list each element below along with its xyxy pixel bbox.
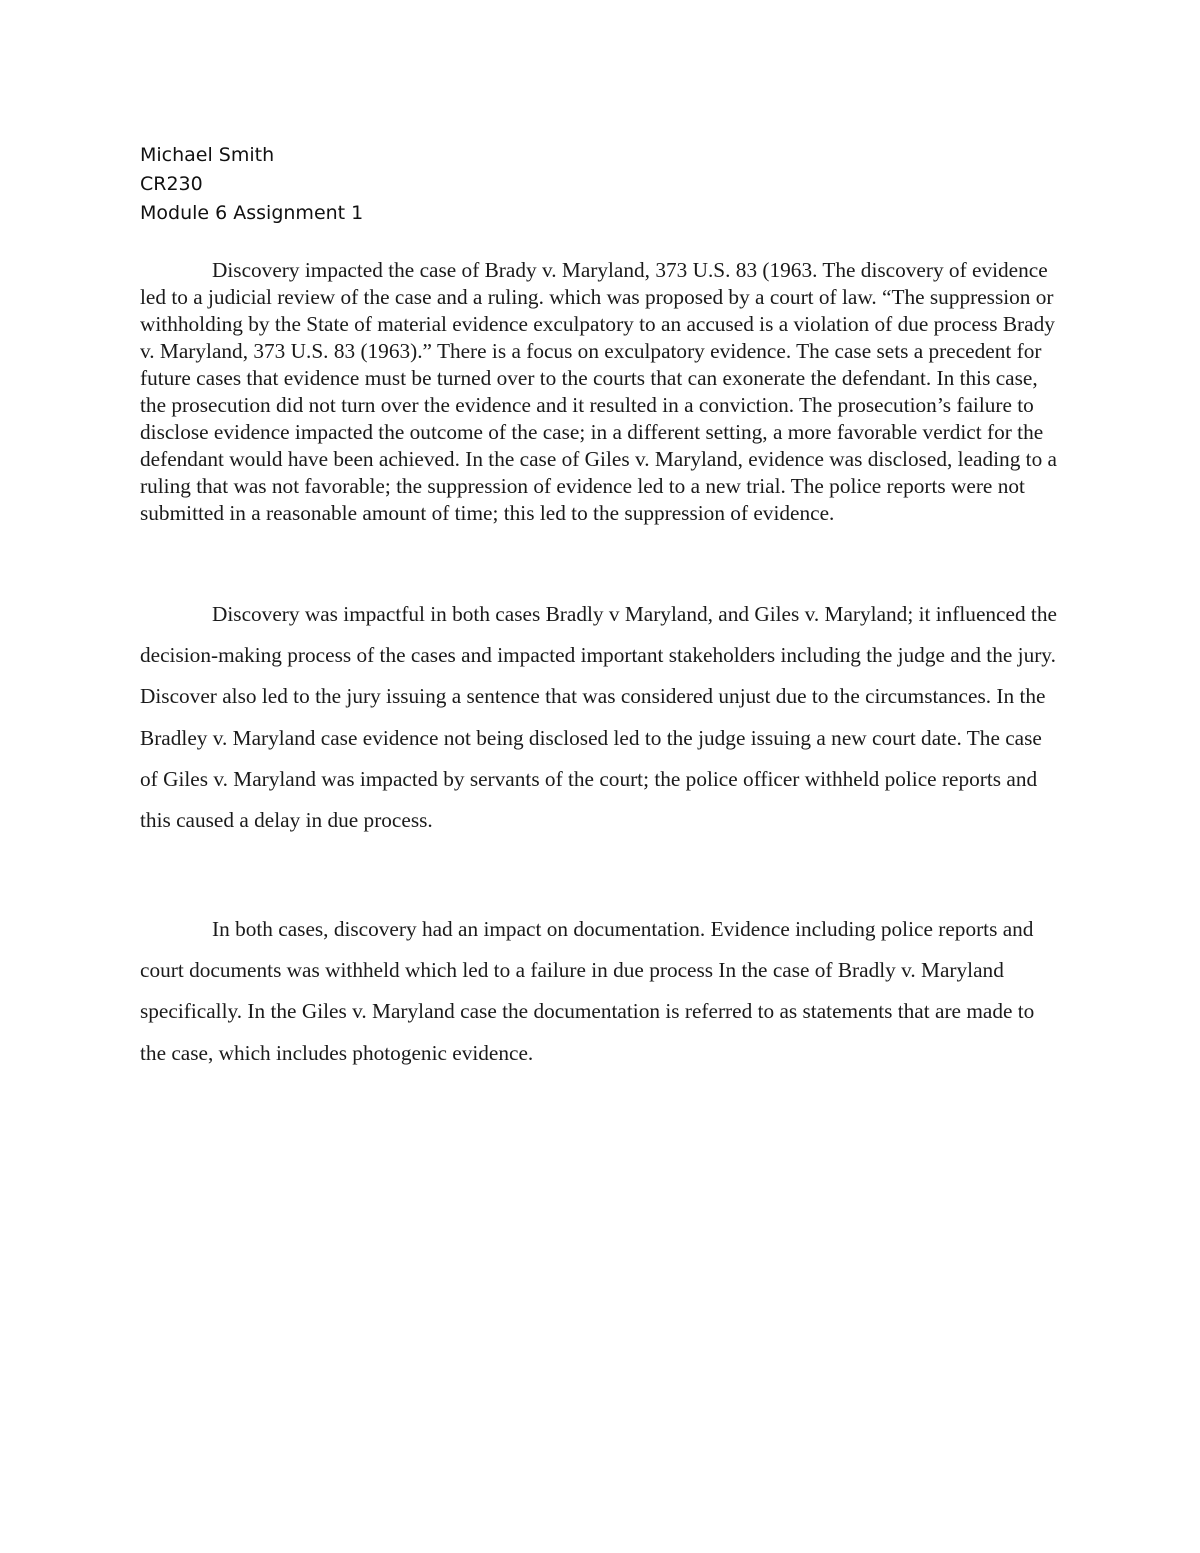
paragraph-3: In both cases, discovery had an impact on documentation. Evidence including police reports and court documents was withheld which led to a failure in due process In the case of Bradly v. Maryland specifically. In the Giles v. Maryland case the documentation is referred to as statements that are made to the case, which includes photogenic evidence. (140, 917, 1035, 1065)
author-name: Michael Smith (140, 144, 275, 166)
course-code: CR230 (140, 173, 203, 195)
document-header (140, 141, 363, 228)
paragraph-2: Discovery was impactful in both cases Bradly v Maryland, and Giles v. Maryland; it influenced the decision-making process of the cases and impacted important stakeholders including the judge and the jury. Discover also led to the jury issuing a sentence that was considered unjust due to the circumstances. In the Bradley v. Maryland case evidence not being disclosed led to the judge issuing a new court date. The case of Giles v. Maryland was impacted by servants of the court; the police officer withheld police reports and this caused a delay in due process. (140, 602, 1057, 833)
assignment-title: Module 6 Assignment 1 (140, 202, 364, 224)
paragraph-1: Discovery impacted the case of Brady v. Maryland, 373 U.S. 83 (1963. The discovery of evidence led to a judicial review of the case and a ruling. which was proposed by a court of law. “The suppression or withholding by the State of material evidence exculpatory to an accused is a violation of due process Brady v. Maryland, 373 U.S. 83 (1963).” There is a focus on exculpatory evidence. The case sets a precedent for future cases that evidence must be turned over to the courts that can exonerate the defendant. In this case, the prosecution did not turn over the evidence and it resulted in a conviction. The prosecution’s failure to disclose evidence impacted the outcome of the case; in a different setting, a more favorable verdict for the defendant would have been achieved. In the case of Giles v. Maryland, evidence was disclosed, leading to a ruling that was not favorable; the suppression of evidence led to a new trial. The police reports were not submitted in a reasonable amount of time; this led to the suppression of evidence. (140, 258, 1058, 525)
